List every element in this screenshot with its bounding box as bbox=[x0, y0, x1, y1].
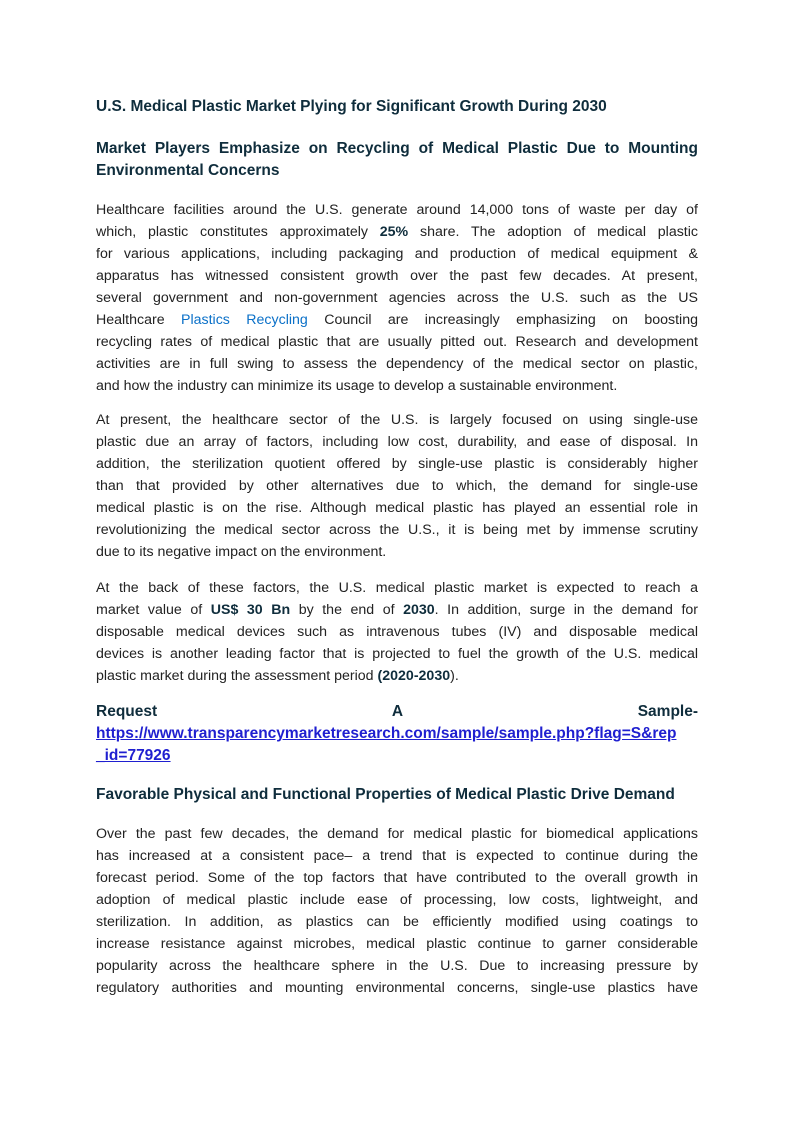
text: . In addition, surge in the demand for bbox=[434, 602, 698, 618]
text: addition, the sterilization quotient offered by single-use plastic is considerably higher bbox=[96, 456, 698, 472]
bold-text: 25% bbox=[379, 224, 409, 240]
text-line bbox=[96, 199, 698, 221]
text: sterilization. In addition, as plastics can be efficiently modified using coatings to bbox=[96, 914, 698, 930]
text-line bbox=[96, 933, 698, 955]
sample-url-link[interactable]: https://www.transparencymarketresearch.com/sample/sample.php?flag=S&rep bbox=[96, 725, 677, 742]
paragraph bbox=[96, 199, 698, 397]
text: share. The adoption of medical plastic bbox=[408, 224, 698, 240]
text: Healthcare facilities around the U.S. generate around 14,000 tons of waste per day of bbox=[96, 202, 698, 218]
text: market value of bbox=[96, 602, 211, 618]
text: plastic market during the assessment period bbox=[96, 668, 378, 684]
bold-text: 2030 bbox=[403, 602, 435, 618]
text-line bbox=[96, 243, 698, 265]
text-line bbox=[96, 889, 698, 911]
text: due to its negative impact on the environment. bbox=[96, 544, 387, 560]
text-line bbox=[96, 431, 698, 453]
text: Council are increasingly emphasizing on boosting bbox=[307, 312, 698, 328]
text: for various applications, including packaging and production of medical equipment & bbox=[96, 246, 698, 262]
text-line bbox=[96, 331, 698, 353]
heading-line: Environmental Concerns bbox=[96, 162, 280, 179]
text-line bbox=[96, 519, 698, 541]
text-line bbox=[96, 665, 698, 687]
text-line bbox=[96, 287, 698, 309]
text: has increased at a consistent pace– a trend that is expected to continue during the bbox=[96, 848, 698, 864]
text: forecast period. Some of the top factors that have contributed to the overall growth in bbox=[96, 870, 698, 886]
text: ). bbox=[450, 668, 459, 684]
text-line bbox=[96, 497, 698, 519]
paragraph bbox=[96, 823, 698, 999]
text-line bbox=[96, 621, 698, 643]
text: popularity across the healthcare sphere in the U.S. Due to increasing pressure by bbox=[96, 958, 698, 974]
bold-text: US$ 30 Bn bbox=[210, 602, 291, 618]
text-line bbox=[96, 453, 698, 475]
paragraph bbox=[96, 577, 698, 687]
text-line bbox=[96, 599, 698, 621]
text: activities are in full swing to assess the dependency of the medical sector on plastic, bbox=[96, 356, 698, 372]
text-line bbox=[96, 911, 698, 933]
text: devices is another leading factor that is projected to fuel the growth of the U.S. medical bbox=[96, 646, 698, 662]
text: medical plastic is on the rise. Although medical plastic has played an essential role in bbox=[96, 500, 698, 516]
text-line bbox=[96, 955, 698, 977]
text: which, plastic constitutes approximately bbox=[96, 224, 380, 240]
text: At present, the healthcare sector of the U.S. is largely focused on using single-use bbox=[96, 412, 698, 428]
text: apparatus has witnessed consistent growth over the past few decades. At present, bbox=[96, 268, 698, 284]
text: Healthcare bbox=[96, 312, 182, 328]
text-line bbox=[96, 353, 698, 375]
text: disposable medical devices such as intravenous tubes (IV) and disposable medical bbox=[96, 624, 698, 640]
text: revolutionizing the medical sector across the U.S., it is being met by immense scrutiny bbox=[96, 522, 698, 538]
text-line bbox=[96, 823, 698, 845]
paragraph bbox=[96, 409, 698, 563]
text: adoption of medical plastic include ease of processing, low costs, lightweight, and bbox=[96, 892, 698, 908]
sample-url-link[interactable]: _id=77926 bbox=[96, 747, 171, 764]
text: plastic due an array of factors, including low cost, durability, and ease of disposal. In bbox=[96, 434, 698, 450]
document-title: U.S. Medical Plastic Market Plying for Significant Growth During 2030 bbox=[96, 98, 607, 115]
heading-line: Market Players Emphasize on Recycling of Medical Plastic Due to Mounting bbox=[96, 140, 698, 157]
text-line bbox=[96, 375, 698, 397]
text-line bbox=[96, 541, 698, 563]
request-sample bbox=[96, 701, 698, 767]
section-heading-2: Favorable Physical and Functional Properties of Medical Plastic Drive Demand bbox=[96, 786, 675, 803]
text-line bbox=[96, 221, 698, 243]
text: than that provided by other alternatives due to which, the demand for single-use bbox=[96, 478, 698, 494]
text-line bbox=[96, 643, 698, 665]
request-sample-label: Request A Sample- bbox=[96, 703, 698, 720]
text-line bbox=[96, 845, 698, 867]
section-heading bbox=[96, 138, 698, 182]
text: At the back of these factors, the U.S. medical plastic market is expected to reach a bbox=[96, 580, 698, 596]
text-line bbox=[96, 309, 698, 331]
text: by the end of bbox=[290, 602, 404, 618]
text-line bbox=[96, 977, 698, 999]
text-line bbox=[96, 409, 698, 431]
text: several government and non-government agencies across the U.S. such as the US bbox=[96, 290, 698, 306]
text: Over the past few decades, the demand for medical plastic for biomedical applications bbox=[96, 826, 698, 842]
bold-text: (2020-2030 bbox=[377, 668, 451, 684]
text-line bbox=[96, 475, 698, 497]
text: regulatory authorities and mounting environmental concerns, single-use plastics have bbox=[96, 980, 698, 996]
text-line bbox=[96, 265, 698, 287]
plastics-recycling-link[interactable]: Plastics Recycling bbox=[181, 312, 308, 328]
text: increase resistance against microbes, medical plastic continue to garner considerable bbox=[96, 936, 698, 952]
text: recycling rates of medical plastic that are usually pitted out. Research and development bbox=[96, 334, 698, 350]
text-line bbox=[96, 577, 698, 599]
text: and how the industry can minimize its usage to develop a sustainable environment. bbox=[96, 378, 618, 394]
text-line bbox=[96, 867, 698, 889]
